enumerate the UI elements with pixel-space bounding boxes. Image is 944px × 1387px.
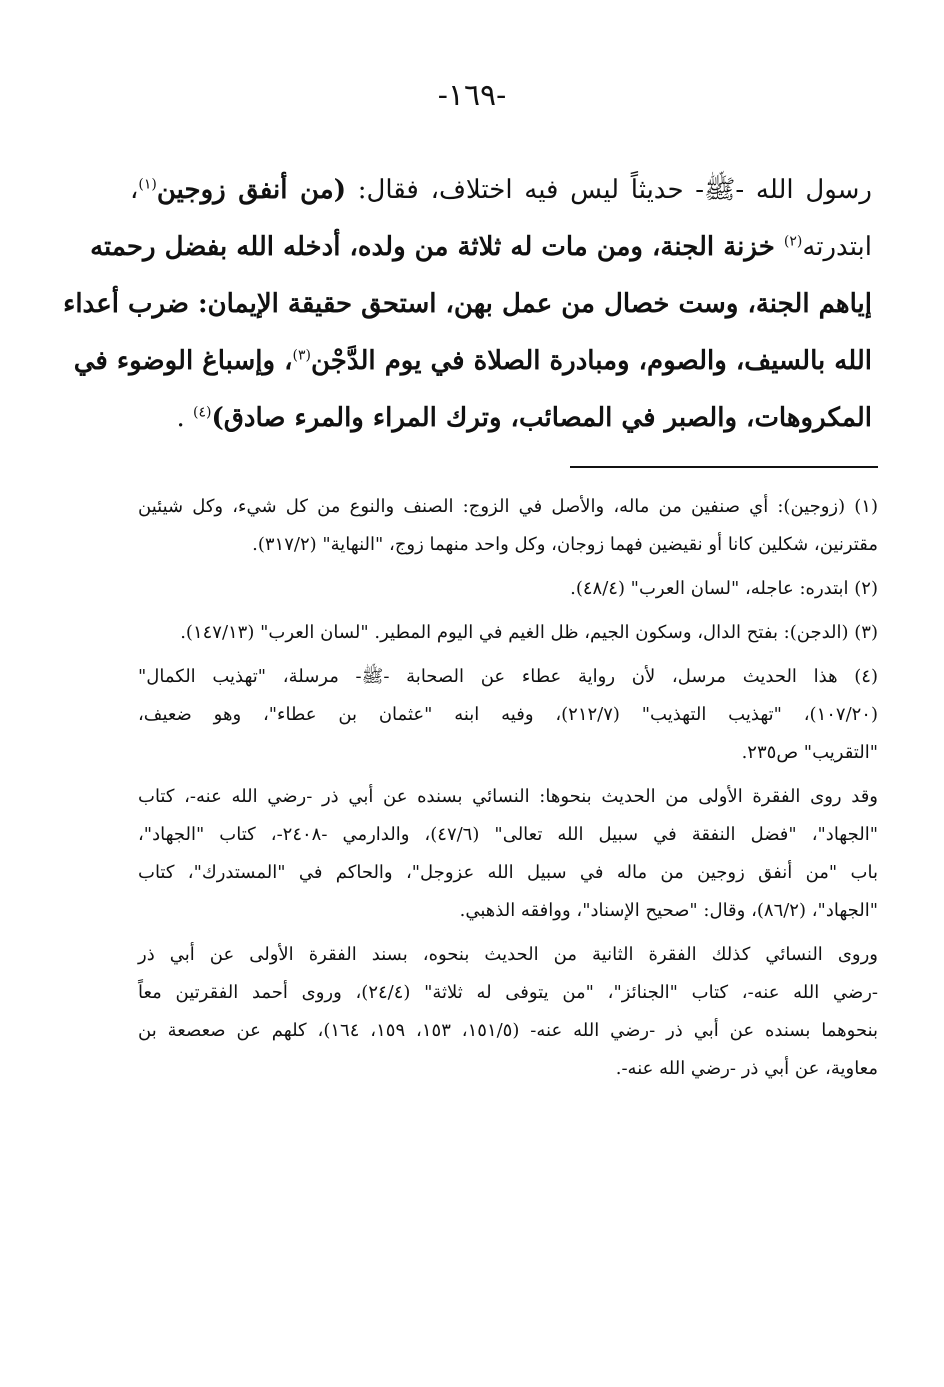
main-text-line [130,162,872,219]
main-text-segment: رسول الله -ﷺ- حديثاً ليس فيه اختلاف، فقال: [346,175,872,205]
footnote-line: باب "من أنفق زوجين من ماله في سبيل الله عزوجل"، والحاكم في "المستدرك"، كتاب [138,862,878,883]
footnote-3 [138,614,878,652]
main-text-line [90,219,872,276]
footnote-line: معاوية، عن أبي ذر -رضي الله عنه-. [615,1058,878,1079]
main-text-segment: . [176,403,193,433]
main-text-bold-segment: خزنة الجنة، ومن مات له ثلاثة من ولده، أدخله الله بفضل رحمته [90,232,784,262]
main-text-bold-segment: ، وإسباغ الوضوء في [73,346,293,376]
footnote-ref: (٣) [292,347,311,364]
footnote-line: "التقريب" ص٢٣٥. [741,742,878,763]
main-text-line [130,390,872,447]
footnote-line: "الجهاد"، "فضل النفقة في سبيل الله تعالى" (٤٧/٦)، والدارمي -٢٤٠٨-، كتاب "الجهاد"، [138,824,878,845]
footnote-line: (٣) (الدجن): بفتح الدال، وسكون الجيم، ظل الغيم في اليوم المطير. "لسان العرب" (١٤٧/١٣). [180,622,878,643]
main-text [63,162,872,447]
footnote-divider [570,466,878,468]
footnote-ref: (٤) [192,404,212,421]
footnote-2 [138,570,878,608]
footnotes [138,488,878,1094]
footnote-1 [138,488,878,564]
page-number: -١٦٩- [437,78,507,113]
footnote-ref: (٢) [783,233,803,250]
main-text-bold-segment: المكروهات، والصبر في المصائب، وترك المراء والمرء صادق) [211,403,872,433]
main-text-segment: ابتدرته [802,232,872,262]
footnote-line: وقد روى الفقرة الأولى من الحديث بنحوها: النسائي بسنده عن أبي ذر -رضي الله عنه-، كتاب [138,786,878,807]
footnote-line: وروى النسائي كذلك الفقرة الثانية من الحديث بنحوه، بسند الفقرة الأولى عن أبي ذر [138,944,878,965]
footnote-paragraph-1 [138,778,878,930]
footnote-line: (٢) ابتدره: عاجله، "لسان العرب" (٤٨/٤). [570,578,878,599]
footnote-line: (١) (زوجين): أي صنفين من ماله، والأصل في الزوج: الصنف والنوع من كل شيء، وكل شيئين [138,496,878,517]
main-text-bold-segment: الله بالسيف، والصوم، ومبادرة الصلاة في يوم الدَّجْن [310,346,872,376]
footnote-line: -رضي الله عنه-، كتاب "الجنائز"، "من يتوفى له ثلاثة" (٢٤/٤)، وروى أحمد الفقرتين معاً [138,982,878,1003]
main-text-line [73,333,872,390]
footnote-ref: (١) [138,176,157,193]
main-text-bold-segment: إياهم الجنة، وست خصال من عمل بهن، استحق حقيقة الإيمان: ضرب أعداء [63,289,872,319]
footnote-4 [138,658,878,772]
footnote-line: مقترنين، شكلين كانا أو نقيضين فهما زوجان، وكل واحد منهما زوج، "النهاية" (٣١٧/٢). [252,534,878,555]
main-text-bold-segment: (من أنفق زوجين [156,175,346,205]
main-text-line [63,276,872,333]
main-text-segment: ، [130,175,139,205]
footnote-line: (١٠٧/٢٠)، "تهذيب التهذيب" (٢١٢/٧)، وفيه ابنه "عثمان بن عطاء"، وهو ضعيف، [138,704,878,725]
footnote-line: بنحوهما بسنده عن أبي ذر -رضي الله عنه- (١٥١/٥، ١٥٣، ١٥٩، ١٦٤)، كلهم عن صعصعة بن [138,1020,879,1041]
footnote-line: (٤) هذا الحديث مرسل، لأن رواية عطاء عن الصحابة -ﷺ- مرسلة، "تهذيب الكمال" [138,666,878,687]
footnote-line: "الجهاد"، (٨٦/٢)، وقال: "صحيح الإسناد"، ووافقه الذهبي. [459,900,878,921]
footnote-paragraph-2 [138,936,878,1088]
